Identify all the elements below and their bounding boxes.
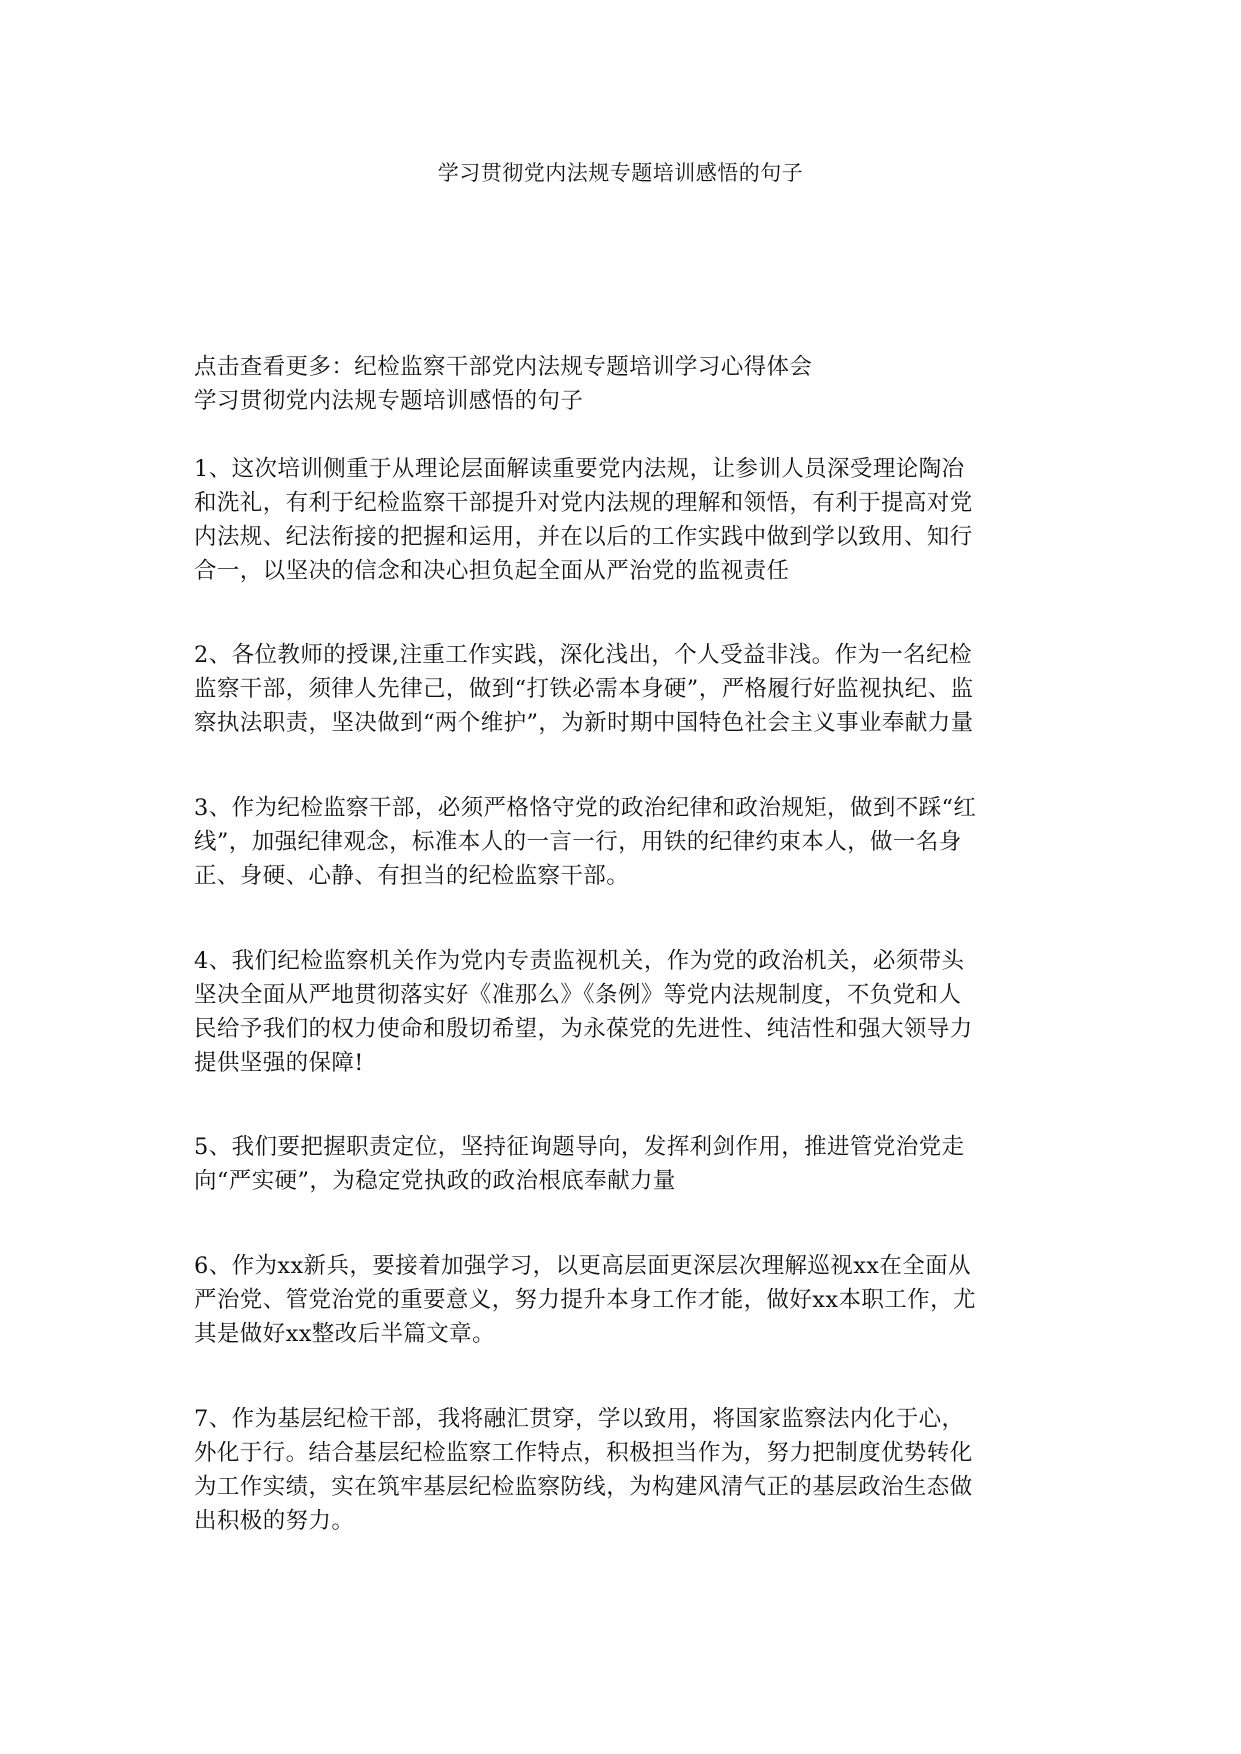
document-title: 学习贯彻党内法规专题培训感悟的句子 [437, 161, 804, 185]
paragraph-line: 察执法职责，坚决做到“两个维护”，为新时期中国特色社会主义事业奉献力量 [194, 710, 974, 736]
paragraph-line: 监察干部，须律人先律己，做到“打铁必需本身硬”，严格履行好监视执纪、监 [194, 676, 974, 702]
paragraph-line: 5、我们要把握职责定位，坚持征询题导向，发挥利剑作用，推进管党治党走 [194, 1134, 965, 1160]
paragraph-line: 内法规、纪法衔接的把握和运用，并在以后的工作实践中做到学以致用、知行 [194, 524, 973, 550]
paragraph-line: 3、作为纪检监察干部，必须严格恪守党的政治纪律和政治规矩，做到不踩“红 [194, 795, 977, 821]
paragraph-7 [194, 1402, 1049, 1538]
paragraph-line: 向“严实硬”，为稳定党执政的政治根底奉献力量 [194, 1168, 676, 1194]
paragraph-5 [194, 1130, 1049, 1198]
paragraph-line: 和洗礼，有利于纪检监察干部提升对党内法规的理解和领悟，有利于提高对党 [194, 490, 973, 516]
paragraph-line: 其是做好xx整改后半篇文章。 [194, 1321, 495, 1347]
paragraph-line: 1、这次培训侧重于从理论层面解读重要党内法规，让参训人员深受理论陶冶 [194, 456, 965, 482]
paragraph-line: 为工作实绩，实在筑牢基层纪检监察防线，为构建风清气正的基层政治生态做 [194, 1474, 973, 1500]
paragraph-line: 6、作为xx新兵，要接着加强学习，以更高层面更深层次理解巡视xx在全面从 [194, 1253, 971, 1279]
read-more-link[interactable]: 点击查看更多：纪检监察干部党内法规专题培训学习心得体会 [194, 354, 813, 380]
paragraph-3 [194, 791, 1049, 893]
paragraph-line: 线”，加强纪律观念，标准本人的一言一行，用铁的纪律约束本人，做一名身 [194, 829, 962, 855]
paragraph-1 [194, 452, 1049, 588]
paragraph-line: 合一，以坚决的信念和决心担负起全面从严治党的监视责任 [194, 558, 790, 584]
intro-block [194, 350, 1049, 418]
paragraph-line: 2、各位教师的授课,注重工作实践，深化浅出，个人受益非浅。作为一名纪检 [194, 642, 972, 668]
paragraph-line: 7、作为基层纪检干部，我将融汇贯穿，学以致用，将国家监察法内化于心， [194, 1406, 965, 1432]
paragraph-line: 民给予我们的权力使命和殷切希望，为永葆党的先进性、纯洁性和强大领导力 [194, 1016, 973, 1042]
paragraph-line: 4、我们纪检监察机关作为党内专责监视机关，作为党的政治机关，必须带头 [194, 948, 965, 974]
paragraph-line: 出积极的努力。 [194, 1508, 355, 1534]
paragraph-line: 坚决全面从严地贯彻落实好《准那么》《条例》等党内法规制度，不负党和人 [194, 982, 962, 1008]
paragraph-4 [194, 944, 1049, 1080]
intro-subtitle: 学习贯彻党内法规专题培训感悟的句子 [194, 388, 584, 414]
paragraph-2 [194, 638, 1049, 740]
paragraph-6 [194, 1249, 1049, 1351]
paragraph-line: 正、身硬、心静、有担当的纪检监察干部。 [194, 863, 630, 889]
paragraph-line: 提供坚强的保障! [194, 1050, 364, 1076]
paragraph-line: 严治党、管党治党的重要意义，努力提升本身工作才能，做好xx本职工作，尤 [194, 1287, 976, 1313]
paragraph-line: 外化于行。结合基层纪检监察工作特点，积极担当作为，努力把制度优势转化 [194, 1440, 973, 1466]
